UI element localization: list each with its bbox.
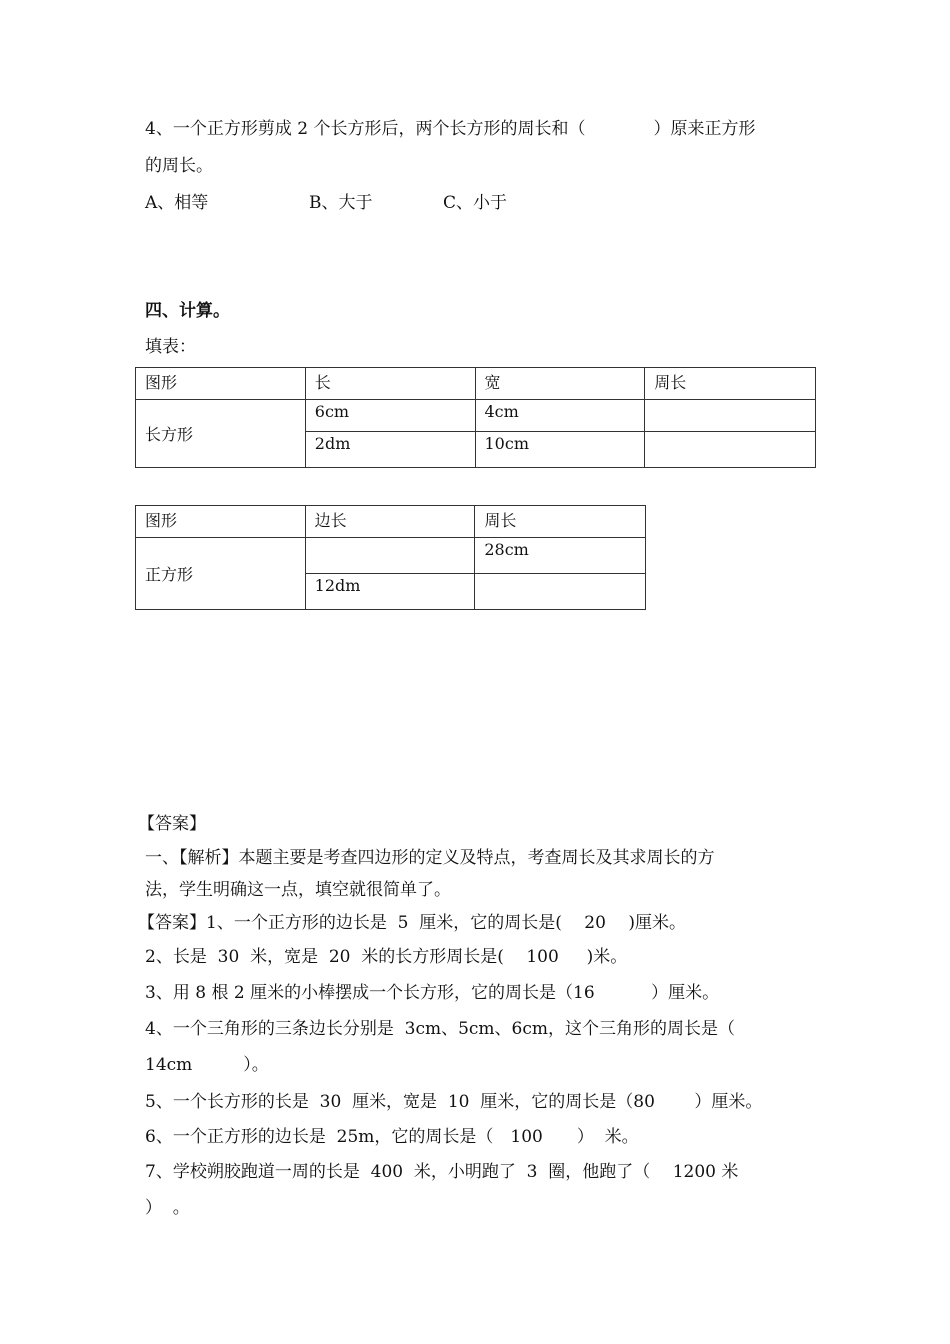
- shape-cell: 长方形: [136, 400, 306, 468]
- rectangle-table: [135, 367, 816, 468]
- answer-6: 6、一个正方形的边长是 25m，它的周长是（ 100 ） 米。: [145, 1127, 639, 1147]
- table-cell: [305, 538, 475, 574]
- header-cell: 宽: [475, 368, 645, 400]
- table-cell: 12dm: [305, 574, 475, 610]
- header-cell: 图形: [136, 506, 306, 538]
- answer-7-line-2: ） 。: [145, 1198, 190, 1218]
- header-cell: 周长: [475, 506, 646, 538]
- table-cell: [645, 400, 816, 432]
- table-cell: [645, 432, 816, 468]
- option-b: B、大于: [309, 193, 373, 213]
- table-cell: 28cm: [475, 538, 646, 574]
- table-row: [136, 506, 646, 538]
- header-cell: 周长: [645, 368, 816, 400]
- answer-5: 5、一个长方形的长是 30 厘米，宽是 10 厘米，它的周长是（80 ）厘米。: [145, 1092, 763, 1112]
- answer-2: 2、长是 30 米，宽是 20 米的长方形周长是( 100 )米。: [145, 947, 628, 967]
- answer-7-line-1: 7、学校朔胶跑道一周的长是 400 米，小明跑了 3 圈，他跑了（ 1200 米: [145, 1162, 739, 1182]
- answer-1: 【答案】1、一个正方形的边长是 5 厘米，它的周长是( 20 )厘米。: [138, 913, 686, 933]
- question-4-line-2: 的周长。: [145, 156, 213, 176]
- table-cell: 10cm: [475, 432, 645, 468]
- table-cell: 4cm: [475, 400, 645, 432]
- header-cell: 边长: [305, 506, 475, 538]
- option-c: C、小于: [443, 193, 508, 213]
- section-4-subheading: 填表：: [145, 337, 196, 357]
- answer-4-line-1: 4、一个三角形的三条边长分别是 3cm、5cm、6cm，这个三角形的周长是（: [145, 1019, 735, 1039]
- square-table: [135, 505, 646, 610]
- table-cell: 6cm: [305, 400, 475, 432]
- header-cell: 长: [305, 368, 475, 400]
- table-row: [136, 400, 816, 432]
- table-row: [136, 368, 816, 400]
- question-4-line-1: 4、一个正方形剪成 2 个长方形后，两个长方形的周长和（ ）原来正方形: [145, 119, 756, 139]
- table-row: [136, 538, 646, 574]
- analysis-line-2: 法，学生明确这一点，填空就很简单了。: [145, 880, 451, 900]
- answers-title: 【答案】: [138, 814, 206, 834]
- answer-4-line-2: 14cm ）。: [145, 1055, 269, 1075]
- shape-cell: 正方形: [136, 538, 306, 610]
- header-cell: 图形: [136, 368, 306, 400]
- table-cell: 2dm: [305, 432, 475, 468]
- table-cell: [475, 574, 646, 610]
- section-4-heading: 四、计算。: [145, 301, 230, 321]
- option-a: A、相等: [145, 193, 209, 213]
- analysis-line-1: 一、【解析】本题主要是考查四边形的定义及特点，考查周长及其求周长的方: [145, 848, 715, 868]
- answer-3: 3、用 8 根 2 厘米的小棒摆成一个长方形，它的周长是（16 ）厘米。: [145, 983, 720, 1003]
